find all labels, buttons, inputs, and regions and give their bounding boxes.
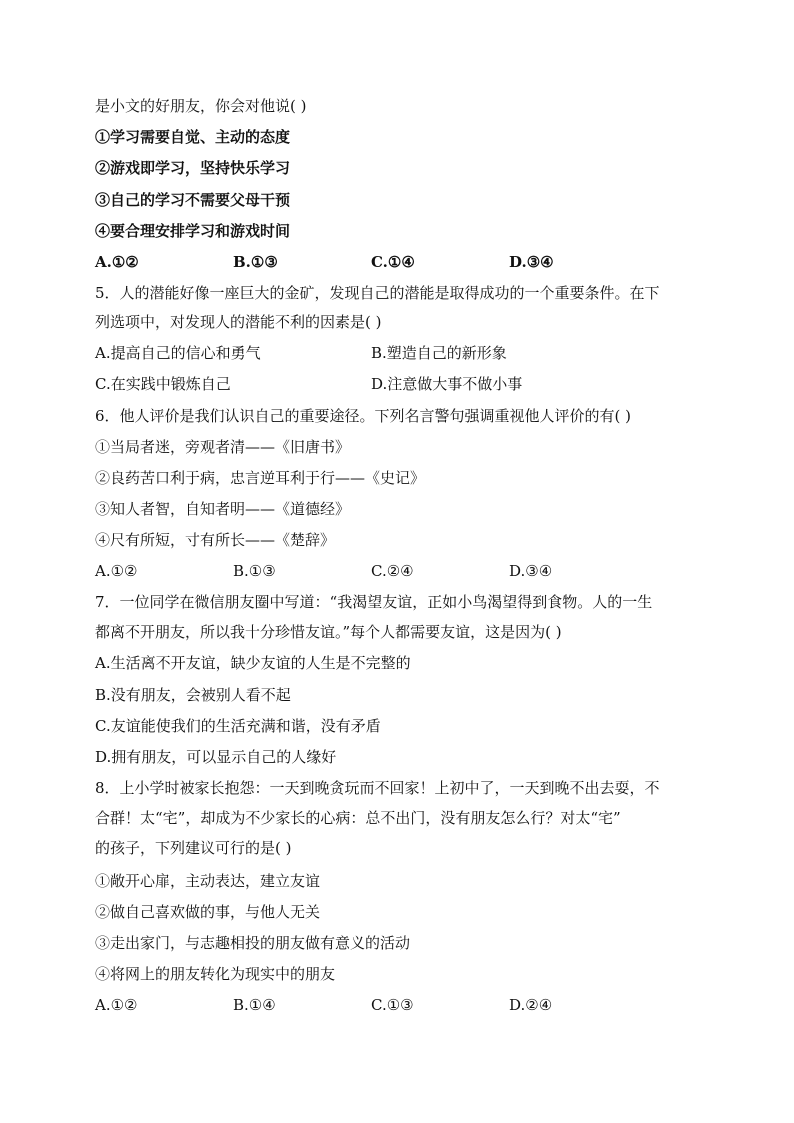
q4-item-3: ③自己的学习不需要父母干预 — [95, 191, 291, 209]
q6-item-2: ②良药苦口利于病，忠言逆耳利于行——《史记》 — [95, 469, 426, 487]
q8-option-b: B.①④ — [233, 996, 276, 1014]
q6-item-3: ③知人者智，自知者明——《道德经》 — [95, 500, 351, 518]
q6-stem: 6．他人评价是我们认识自己的重要途径。下列名言警句强调重视他人评价的有( ) — [95, 407, 632, 425]
q6-item-4: ④尺有所短，寸有所长——《楚辞》 — [95, 531, 336, 549]
q6-option-b: B.①③ — [233, 562, 276, 580]
q8-item-1: ①敞开心扉，主动表达，建立友谊 — [95, 872, 321, 890]
q7-option-b: B.没有朋友，会被别人看不起 — [95, 686, 291, 704]
q8-stem-line-3: 的孩子，下列建议可行的是( ) — [95, 839, 292, 857]
q6-option-c: C.②④ — [371, 562, 414, 580]
q6-option-d: D.③④ — [509, 562, 553, 580]
q5-option-a: A.提高自己的信心和勇气 — [95, 344, 261, 362]
q5-option-c: C.在实践中锻炼自己 — [95, 375, 231, 393]
q8-item-4: ④将网上的朋友转化为现实中的朋友 — [95, 965, 336, 983]
q8-option-d: D.②④ — [509, 996, 553, 1014]
q7-option-a: A.生活离不开友谊，缺少友谊的人生是不完整的 — [95, 654, 411, 672]
q4-item-4: ④要合理安排学习和游戏时间 — [95, 222, 291, 240]
q8-stem-line-1: 8．上小学时被家长抱怨：一天到晚贪玩而不回家！上初中了，一天到晚不出去耍，不 — [95, 779, 660, 797]
q4-option-d: D.③④ — [509, 253, 554, 271]
q4-option-c: C.①④ — [371, 253, 415, 271]
q5-stem-line-1: 5．人的潜能好像一座巨大的金矿，发现自己的潜能是取得成功的一个重要条件。在下 — [95, 284, 660, 302]
q7-option-c: C.友谊能使我们的生活充满和谐，没有矛盾 — [95, 717, 381, 735]
q5-stem-line-2: 列选项中，对发现人的潜能不利的因素是( ) — [95, 313, 382, 331]
q8-stem-line-2: 合群！太“宅”，却成为不少家长的心病：总不出门，没有朋友怎么行？对太“宅” — [95, 809, 621, 827]
q7-stem-line-2: 都离不开朋友，所以我十分珍惜友谊。”每个人都需要友谊，这是因为( ) — [95, 623, 562, 641]
q8-option-c: C.①③ — [371, 996, 414, 1014]
q5-option-d: D.注意做大事不做小事 — [371, 375, 523, 393]
q4-item-1: ①学习需要自觉、主动的态度 — [95, 128, 291, 146]
q7-stem-line-1: 7．一位同学在微信朋友圈中写道：“我渴望友谊，正如小鸟渴望得到食物。人的一生 — [95, 593, 653, 611]
q4-item-2: ②游戏即学习，坚持快乐学习 — [95, 159, 291, 177]
q4-stem: 是小文的好朋友，你会对他说( ) — [95, 97, 307, 115]
q8-item-2: ②做自己喜欢做的事，与他人无关 — [95, 903, 321, 921]
q8-option-a: A.①② — [95, 996, 138, 1014]
q6-option-a: A.①② — [95, 562, 138, 580]
q4-option-b: B.①③ — [233, 253, 278, 271]
q4-option-a: A.①② — [95, 253, 139, 271]
q8-item-3: ③走出家门，与志趣相投的朋友做有意义的活动 — [95, 934, 411, 952]
q5-option-b: B.塑造自己的新形象 — [371, 344, 507, 362]
q6-item-1: ①当局者迷，旁观者清——《旧唐书》 — [95, 438, 351, 456]
q7-option-d: D.拥有朋友，可以显示自己的人缘好 — [95, 748, 337, 766]
